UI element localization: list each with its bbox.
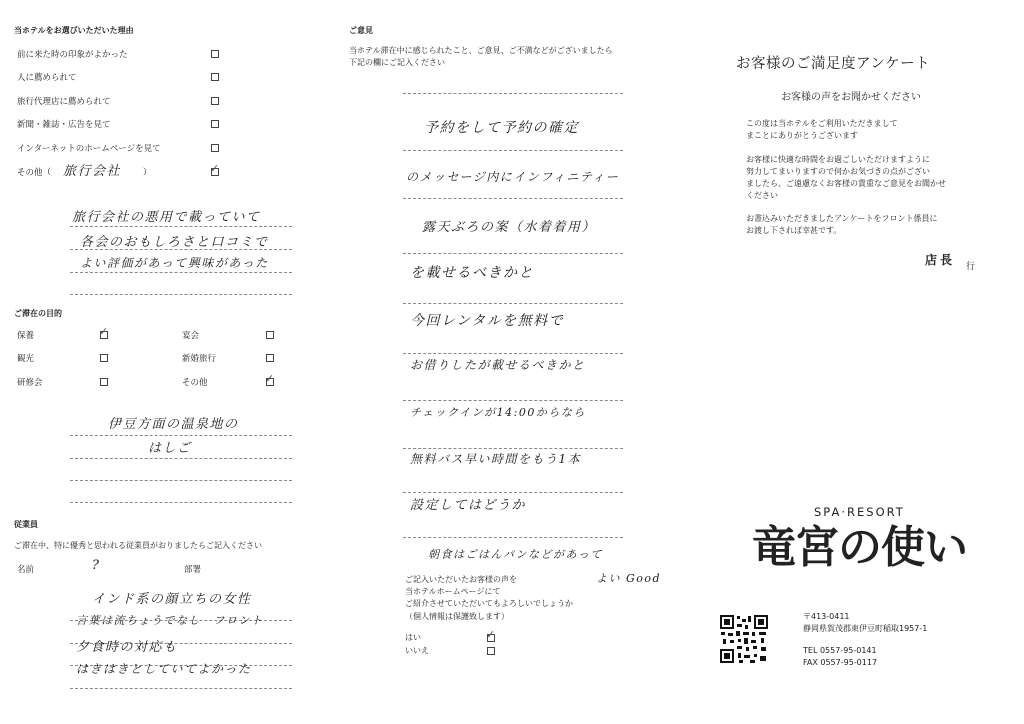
opinion-line: 予約をして予約の確定 [424,120,579,136]
greeting-line: 努力してまいりますので何かお気づきの点がござい [746,167,930,176]
purpose-title: ご滞在の目的 [14,309,62,318]
purpose-label: 宴会 [182,331,200,341]
reason-label: 旅行代理店に薦められて [17,97,111,107]
postal-code: 〒413-0411 [803,612,850,621]
address: 静岡県賀茂郡東伊豆町稲取1957-1 [803,624,928,633]
reason-comment-line: 旅行会社の悪用で載っていて [72,210,261,225]
staff-comment-line: 夕食時の対応も [76,640,178,655]
reason-label: 人に薦められて [17,73,77,83]
purpose-checkbox[interactable] [266,331,274,339]
reason-checkbox[interactable] [211,50,219,58]
reason-comment-line: よい評価があって興味があった [80,256,269,270]
reason-label: 新聞・雑誌・広告を見て [17,120,111,130]
opinion-intro-line: 下記の欄にご記入ください [349,58,445,67]
staff-comment-line: はきはきとしていてよかった [76,662,252,676]
greeting-line: ましたら、ご遠慮なくお客様の貴重なご意見をお聞かせ [746,179,946,188]
greeting-line: この度は当ホテルをご利用いただきまして [746,119,898,128]
consent-line: 当ホテルホームページにて [405,587,501,596]
survey-subtitle: お客様の声をお聞かせください [781,92,921,103]
opinion-title: ご意見 [349,26,373,35]
comment-rule [70,458,292,459]
opinion-rule [403,537,623,538]
check-mark-icon: ✓ [265,372,275,385]
opinion-line: 今回レンタルを無料で [410,313,565,329]
opinion-intro-line: 当ホテル滞在中に感じられたこと、ご意見、ご不満などがございましたら [349,46,613,55]
purpose-checkbox[interactable] [100,378,108,386]
greeting-line: お渡し下されば幸甚です。 [746,226,842,235]
opinion-line: お借りしたが載せるべきかと [410,358,586,372]
opinion-line: 朝食はごはんパンなどがあって [428,548,603,561]
purpose-comment-line: 伊豆方面の温泉地の [108,417,239,432]
staff-title: 従業員 [14,520,38,529]
dept-label: 部署 [184,565,202,575]
consent-no-checkbox[interactable] [487,647,495,655]
purpose-label: 保養 [17,331,35,341]
opinion-rule [403,303,623,304]
comment-rule [70,688,292,689]
check-mark-icon: ✓ [99,325,109,338]
reason-checkbox[interactable] [211,97,219,105]
opinion-rule [403,93,623,94]
purpose-checkbox[interactable] [266,354,274,362]
comment-rule [70,272,292,273]
purpose-comment-line: はしご [148,441,192,456]
reason-label: その他（ [17,168,52,178]
consent-yes-label: はい [405,633,421,642]
brand-top: SPA·RESORT [814,505,905,519]
purpose-label: その他 [182,378,208,388]
greeting-line: お客様に快適な時間をお過ごしいただけますように [746,155,930,164]
other-reason-close: ） [143,168,152,178]
staff-comment-line: 言葉は流ちょうでなし フロント [76,614,264,627]
opinion-line: を載せるべきかと [410,265,534,281]
purpose-label: 新婚旅行 [182,354,217,364]
manager-label: 店長 [925,253,956,267]
comment-rule [70,502,292,503]
reason-checkbox[interactable] [211,120,219,128]
reason-comment-line: 各会のおもしろさと口コミで [80,235,269,250]
greeting-line: ください [746,191,778,200]
opinion-rule [403,400,623,401]
opinion-rule [403,448,623,449]
fax-number: FAX 0557-95-0117 [803,658,878,667]
check-mark-icon: ✓ [210,162,220,175]
reason-checkbox[interactable] [211,144,219,152]
opinion-line: 設定してはどうか [410,498,527,513]
comment-rule [70,294,292,295]
survey-title: お客様のご満足度アンケート [736,56,931,72]
comment-rule [70,435,292,436]
greeting-line: まことにありがとうございます [746,131,858,140]
purpose-label: 研修会 [17,378,43,388]
opinion-line: 無料バス早い時間をもう1本 [410,452,582,466]
tel-number: TEL 0557-95-0141 [803,646,877,655]
opinion-rule [403,492,623,493]
reason-checkbox[interactable] [211,73,219,81]
greeting-line: お書込みいただきましたアンケートをフロント係員に [746,214,938,223]
comment-rule [70,480,292,481]
opinion-rule [403,198,623,199]
opinion-rule [403,150,623,151]
manager-suffix: 行 [966,262,976,272]
staff-question: ご滞在中、特に優秀と思われる従業員がおりましたらご記入ください [14,541,262,550]
qr-code-icon [719,614,769,664]
reason-label: 前に来た時の印象がよかった [17,50,128,60]
opinion-rule [403,353,623,354]
consent-line: ご記入いただいたお客様の声を [405,575,517,584]
other-reason-handwritten: 旅行会社 [63,164,122,179]
name-value: ? [92,558,101,573]
brand-logo: 竜宮の使い [752,522,967,573]
opinion-line: 露天ぶろの案（水着着用） [422,220,597,235]
consent-no-label: いいえ [405,646,429,655]
reason-title: 当ホテルをお選びいただいた理由 [14,26,134,35]
name-label: 名前 [17,565,35,575]
opinion-line: チェックインが14:00からなら [410,406,586,419]
purpose-label: 観光 [17,354,35,364]
consent-line: （個人情報は保護致します） [405,612,509,621]
opinion-line: のメッセージ内にインフィニティー [406,170,620,184]
purpose-checkbox[interactable] [100,354,108,362]
staff-comment-line: インド系の顔立ちの女性 [92,592,252,607]
comment-rule [70,226,292,227]
consent-line: ご紹介させていただいてもよろしいでしょうか [405,599,573,608]
check-mark-icon: ✓ [486,628,496,641]
opinion-note: よい Good [596,572,662,585]
opinion-rule [403,253,623,254]
reason-label: インターネットのホームページを見て [17,144,161,154]
